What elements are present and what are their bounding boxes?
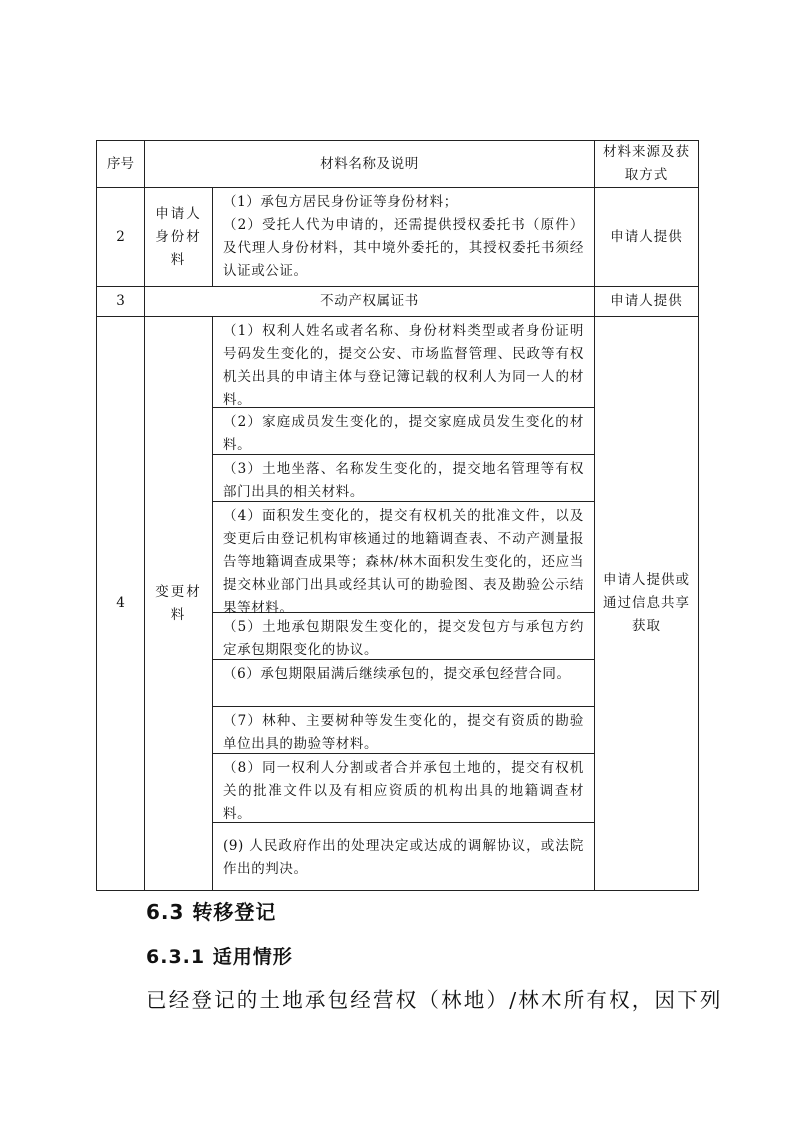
row-source: 申请人提供	[595, 188, 699, 287]
row-name: 申请人身份材料	[145, 188, 213, 287]
row-no: 4	[97, 317, 145, 891]
row-no: 2	[97, 188, 145, 287]
row-name: 变更材料	[145, 317, 213, 891]
row-no: 3	[97, 287, 145, 317]
header-no: 序号	[97, 141, 145, 188]
desc-item: （7）林种、主要树种等发生变化的，提交有资质的勘验单位出具的勘验等材料。	[213, 707, 594, 754]
row-desc	[213, 317, 595, 891]
subsection-heading: 6.3.1 适用情形	[146, 946, 293, 968]
materials-table	[96, 140, 699, 891]
desc-item: （2）家庭成员发生变化的，提交家庭成员发生变化的材料。	[213, 408, 594, 455]
desc-item: （8）同一权利人分割或者合并承包土地的，提交有权机关的批准文件以及有相应资质的机构出具的地籍调查材料。	[213, 754, 594, 823]
header-source: 材料来源及获取方式	[595, 141, 699, 188]
row-name: 不动产权属证书	[145, 287, 595, 317]
desc-item: （3）土地坐落、名称发生变化的，提交地名管理等有权部门出具的相关材料。	[213, 455, 594, 502]
desc-item: （2）受托人代为申请的，还需提供授权委托书（原件）及代理人身份材料，其中境外委托的，其授权委托书须经认证或公证。	[223, 217, 585, 279]
body-paragraph: 已经登记的土地承包经营权（林地）/林木所有权，因下列	[146, 988, 723, 1012]
desc-item: （6）承包期限届满后继续承包的，提交承包经营合同。	[213, 660, 594, 707]
table-header-row	[97, 141, 699, 188]
section-heading: 6.3 转移登记	[146, 900, 277, 924]
header-name: 材料名称及说明	[145, 141, 595, 188]
row-desc	[213, 188, 595, 287]
desc-item: （4）面积发生变化的，提交有权机关的批准文件，以及变更后由登记机构审核通过的地籍调查表、不动产测量报告等地籍调查成果等；森林/林木面积发生变化的，还应当提交林业部门出具或经其认可的勘验图、表及勘验公示结果等材料。	[213, 502, 594, 613]
desc-item: （1）承包方居民身份证等身份材料；	[223, 194, 458, 210]
table-row	[97, 287, 699, 317]
row-source: 申请人提供或通过信息共享获取	[595, 317, 699, 891]
table-row	[97, 188, 699, 287]
desc-item: （5）土地承包期限发生变化的，提交发包方与承包方约定承包期限变化的协议。	[213, 613, 594, 660]
row-source: 申请人提供	[595, 287, 699, 317]
table-row	[97, 317, 699, 891]
desc-item: （1）权利人姓名或者名称、身份材料类型或者身份证明号码发生变化的，提交公安、市场监督管理、民政等有权机关出具的申请主体与登记簿记载的权利人为同一人的材料。	[213, 317, 594, 408]
desc-item: (9) 人民政府作出的处理决定或达成的调解协议，或法院作出的判决。	[223, 838, 585, 877]
